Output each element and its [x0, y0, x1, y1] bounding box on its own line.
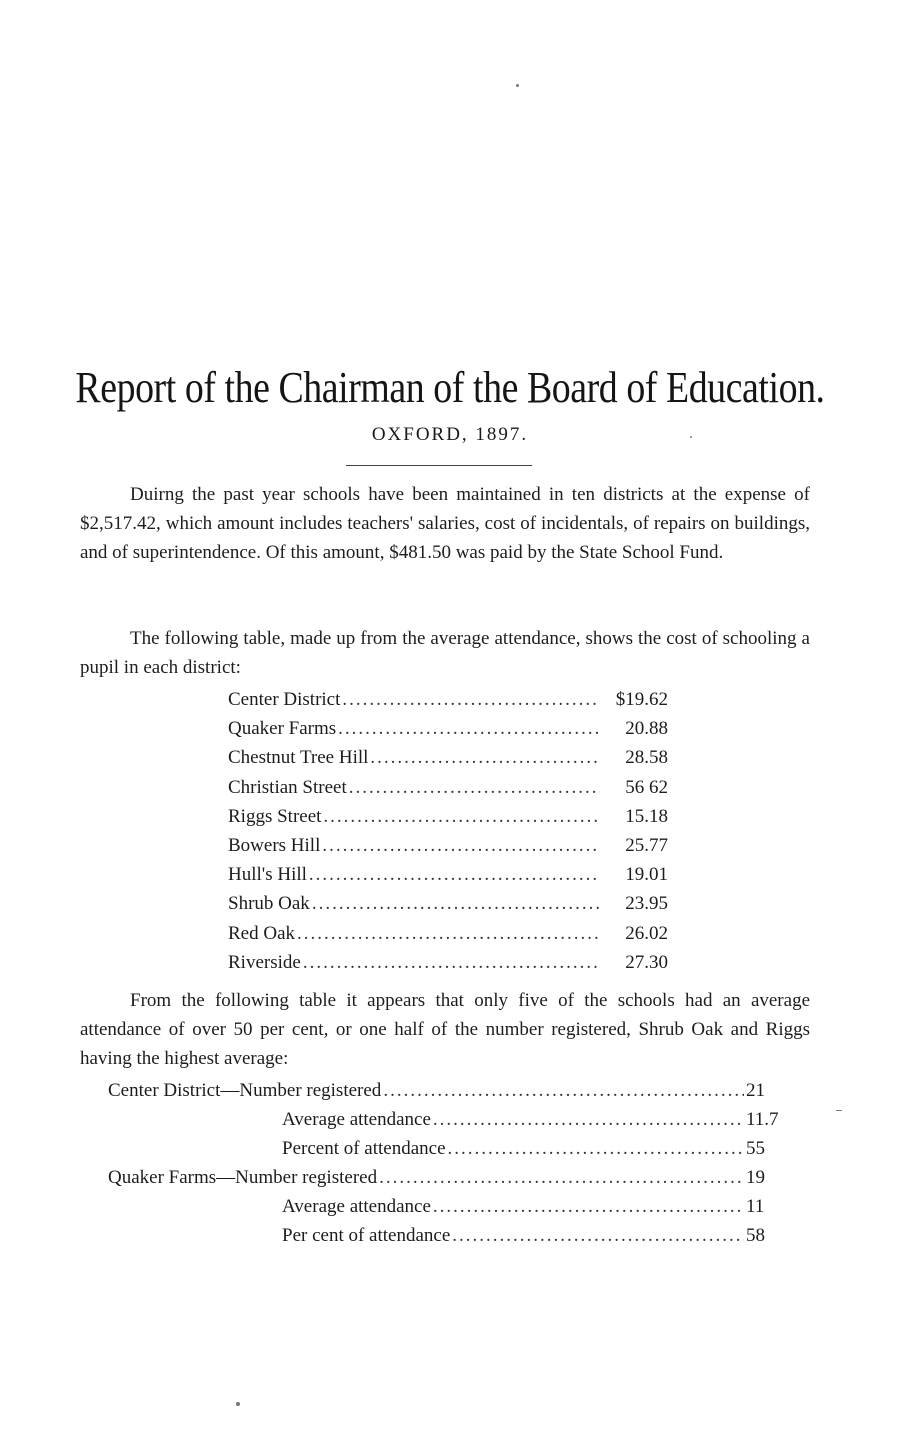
leader-dots: [322, 835, 600, 857]
page-title: Report of the Chairman of the Board of Education.: [75, 363, 825, 412]
leader-dots: [338, 718, 600, 740]
paper-speck: [236, 1402, 240, 1406]
page-subtitle: OXFORD, 1897.: [371, 424, 529, 445]
table-row: [228, 777, 668, 806]
district-name: Christian Street: [228, 776, 347, 798]
district-cost: 20.88: [625, 718, 668, 740]
row-value: 11: [746, 1196, 765, 1217]
district-cost: 56 62: [625, 776, 668, 798]
district-name: Chestnut Tree Hill: [228, 747, 369, 769]
table-row: [228, 689, 668, 718]
district-name: Shrub Oak: [228, 893, 310, 915]
leader-dots: [349, 777, 600, 799]
table-row: [108, 1196, 788, 1225]
row-label: Per cent of attendance: [282, 1225, 451, 1246]
district-cost: 26.02: [625, 922, 668, 944]
leader-dots: [323, 806, 600, 828]
table-row: [228, 893, 668, 922]
paragraph-attendance-intro: [80, 986, 810, 1073]
district-cost: 27.30: [625, 951, 668, 973]
leader-dots: [433, 1109, 744, 1131]
district-name: Red Oak: [228, 922, 296, 944]
table-row: [228, 718, 668, 747]
attendance-table: [108, 1080, 788, 1254]
leader-dots: [303, 952, 600, 974]
leader-dots: [370, 747, 600, 769]
row-value: 58: [746, 1225, 765, 1246]
paragraph-text: From the following table it appears that only five of the schools had an average attendance of over 50 per cent, or one half of the number registered, Shrub Oak and Riggs having the highest average:: [80, 990, 810, 1069]
row-label: Percent of attendance: [282, 1138, 446, 1159]
paper-speck: [690, 436, 692, 438]
district-cost: 23.95: [625, 893, 668, 915]
district-cost: $19.62: [615, 689, 668, 710]
row-label: Average attendance: [282, 1196, 431, 1217]
table-row: [108, 1225, 788, 1254]
table-row: [108, 1080, 788, 1109]
table-row: [108, 1109, 788, 1138]
row-value: 11.7: [746, 1109, 779, 1130]
paragraph-expenses: [80, 480, 810, 567]
district-cost: 25.77: [625, 834, 668, 856]
row-value: 21: [746, 1080, 765, 1101]
row-value: 19: [746, 1167, 765, 1188]
leader-dots: [452, 1225, 744, 1247]
leader-dots: [297, 923, 600, 945]
row-value: 55: [746, 1138, 765, 1159]
row-label: Average attendance: [282, 1109, 431, 1130]
district-name: Bowers Hill: [228, 834, 321, 856]
district-cost: 15.18: [625, 805, 668, 827]
paragraph-text: Duirng the past year schools have been maintained in ten districts at the expense of $2,517.42, which amount includes teachers' salaries, cost of incidentals, of repairs on buildings, and of superintendence. Of this amount, $481.50 was paid by the State School Fund.: [80, 484, 810, 563]
table-row: [228, 923, 668, 952]
table-row: [108, 1138, 788, 1167]
paragraph-text: The following table, made up from the average attendance, shows the cost of schooling a pupil in each district:: [80, 628, 810, 678]
paper-speck: [516, 84, 519, 87]
table-row: [228, 864, 668, 893]
leader-dots: [312, 893, 600, 915]
leader-dots: [433, 1196, 744, 1218]
row-label: Center District—Number registered: [108, 1080, 382, 1101]
cost-per-pupil-table: [228, 689, 668, 981]
paragraph-cost-intro: [80, 624, 810, 682]
district-name: Riverside: [228, 951, 301, 973]
title-divider: [346, 465, 532, 466]
leader-dots: [383, 1080, 744, 1102]
table-row: [228, 952, 668, 981]
paper-speck: [836, 1110, 842, 1111]
district-cost: 19.01: [625, 864, 668, 886]
leader-dots: [309, 864, 600, 886]
row-label: Quaker Farms—Number registered: [108, 1167, 378, 1188]
district-cost: 28.58: [625, 747, 668, 769]
table-row: [228, 747, 668, 776]
district-name: Center District: [228, 689, 341, 710]
district-name: Quaker Farms: [228, 718, 337, 740]
district-name: Riggs Street: [228, 805, 322, 827]
table-row: [228, 835, 668, 864]
table-row: [108, 1167, 788, 1196]
leader-dots: [448, 1138, 744, 1160]
leader-dots: [342, 689, 600, 711]
table-row: [228, 806, 668, 835]
district-name: Hull's Hill: [228, 864, 307, 886]
leader-dots: [379, 1167, 744, 1189]
